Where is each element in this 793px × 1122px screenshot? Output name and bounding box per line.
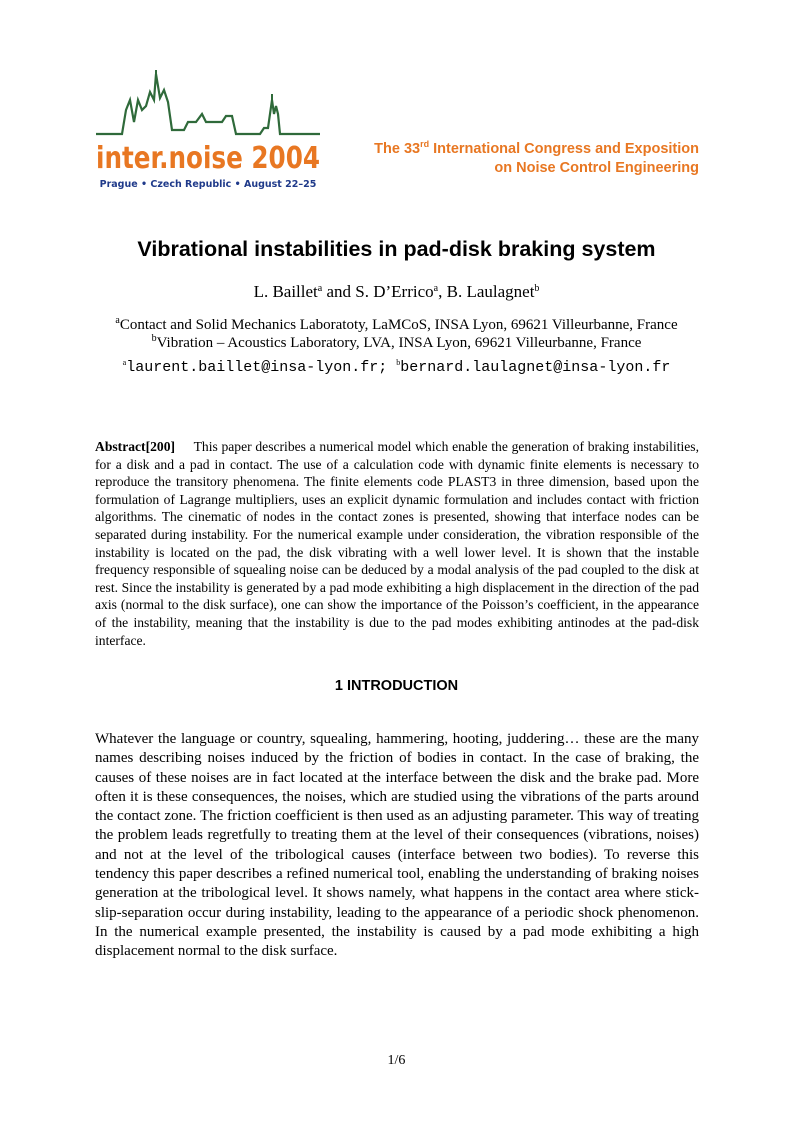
congress-line-1: The 33rd International Congress and Exposition [374, 139, 699, 157]
page-number: 1/6 [387, 1053, 406, 1068]
congress-header [374, 140, 699, 178]
conference-logo [92, 70, 324, 192]
section-heading: 1 INTRODUCTION [334, 678, 459, 694]
email-link-laulagnet[interactable]: bernard.laulagnet@insa-lyon.fr [400, 359, 671, 376]
abstract-label: Abstract[200] [95, 439, 176, 454]
author-list: L. Baillet$^a$ and S. D’Errico$^a$, B. Laulagnet$^b$ [253, 282, 540, 301]
abstract-paragraph [95, 438, 699, 649]
paper-title: Vibrational instabilities in pad-disk braking system [137, 237, 656, 261]
abstract-text: This paper describes a numerical model which enable the generation of braking instabilities, for a disk and a pad in contact. The use of a calculation code with dynamic finite elements is necessary to reproduce the transitory phenomena. The finite elements code PLAST3 in three dimension, based upon the formulation of Lagrange multipliers, uses an explicit dynamic formulation and includes contact with friction algorithms. The cinematic of nodes in the contact zones is presented, showing that interface nodes can be separated during instability. For the numerical example under consideration, the vibration responsible of the instability is located on the pad, the disk vibrating with a well lower level. It is shown that the instable frequency responsible of squealing noise can be deduced by a modal analysis of the pad coupled to the disk at rest. Since the instability is generated by a pad mode exhibiting a high displacement in the direction of the pad axis (normal to the disk surface), one can show the importance of the Poisson’s coefficient, in the appearance of the instability, meaning that the instability is due to the pad modes exhibiting antinodes at the pad-disk interface. [95, 439, 700, 648]
congress-line-2: on Noise Control Engineering [494, 160, 699, 176]
affiliation-b: $^b$Vibration – Acoustics Laboratory, LVA, INSA Lyon, 69621 Villeurbanne, France [151, 333, 642, 351]
introduction-paragraph: Whatever the language or country, squealing, hammering, hooting, juddering… these are the many names describing noises induced by the friction of bodies in contact. In the case of braking, the causes of these noises are in fact located at the interface between the disk and the brake pad. More often it is these consequences, the noises, which are studied using the vibrations of the parts around the contact zone. The friction coefficient is then used as an adjusting parameter. This way of treating the problem leads regretfully to treating them at the level of their consequences (vibrations, noises) and not at the level of the tribological causes (interface between two bodies). To reverse this tendency this paper describes a refined numerical tool, enabling the understanding of braking noises generation at the tribological level. It shows namely, what happens in the contact area where stick-slip-separation occur during instability, leading to the appearance of a periodic shock phenomenon. In the numerical example presented, the instability is caused by a pad mode exhibiting a high displacement normal to the disk surface. [95, 731, 699, 960]
logo-wordmark: inter.noise 2004 [96, 141, 320, 176]
prague-skyline-icon [92, 70, 324, 192]
author-emails: $^a$laurent.baillet@insa-lyon.fr; $^b$bernard.laulagnet@insa-lyon.fr [122, 358, 671, 376]
email-link-baillet[interactable]: laurent.baillet@insa-lyon.fr; [126, 359, 388, 376]
logo-tagline: Prague • Czech Republic • August 22–25 [99, 179, 317, 190]
affiliation-a: $^a$Contact and Solid Mechanics Laboratoty, LaMCoS, INSA Lyon, 69621 Villeurbanne, France [115, 315, 678, 333]
